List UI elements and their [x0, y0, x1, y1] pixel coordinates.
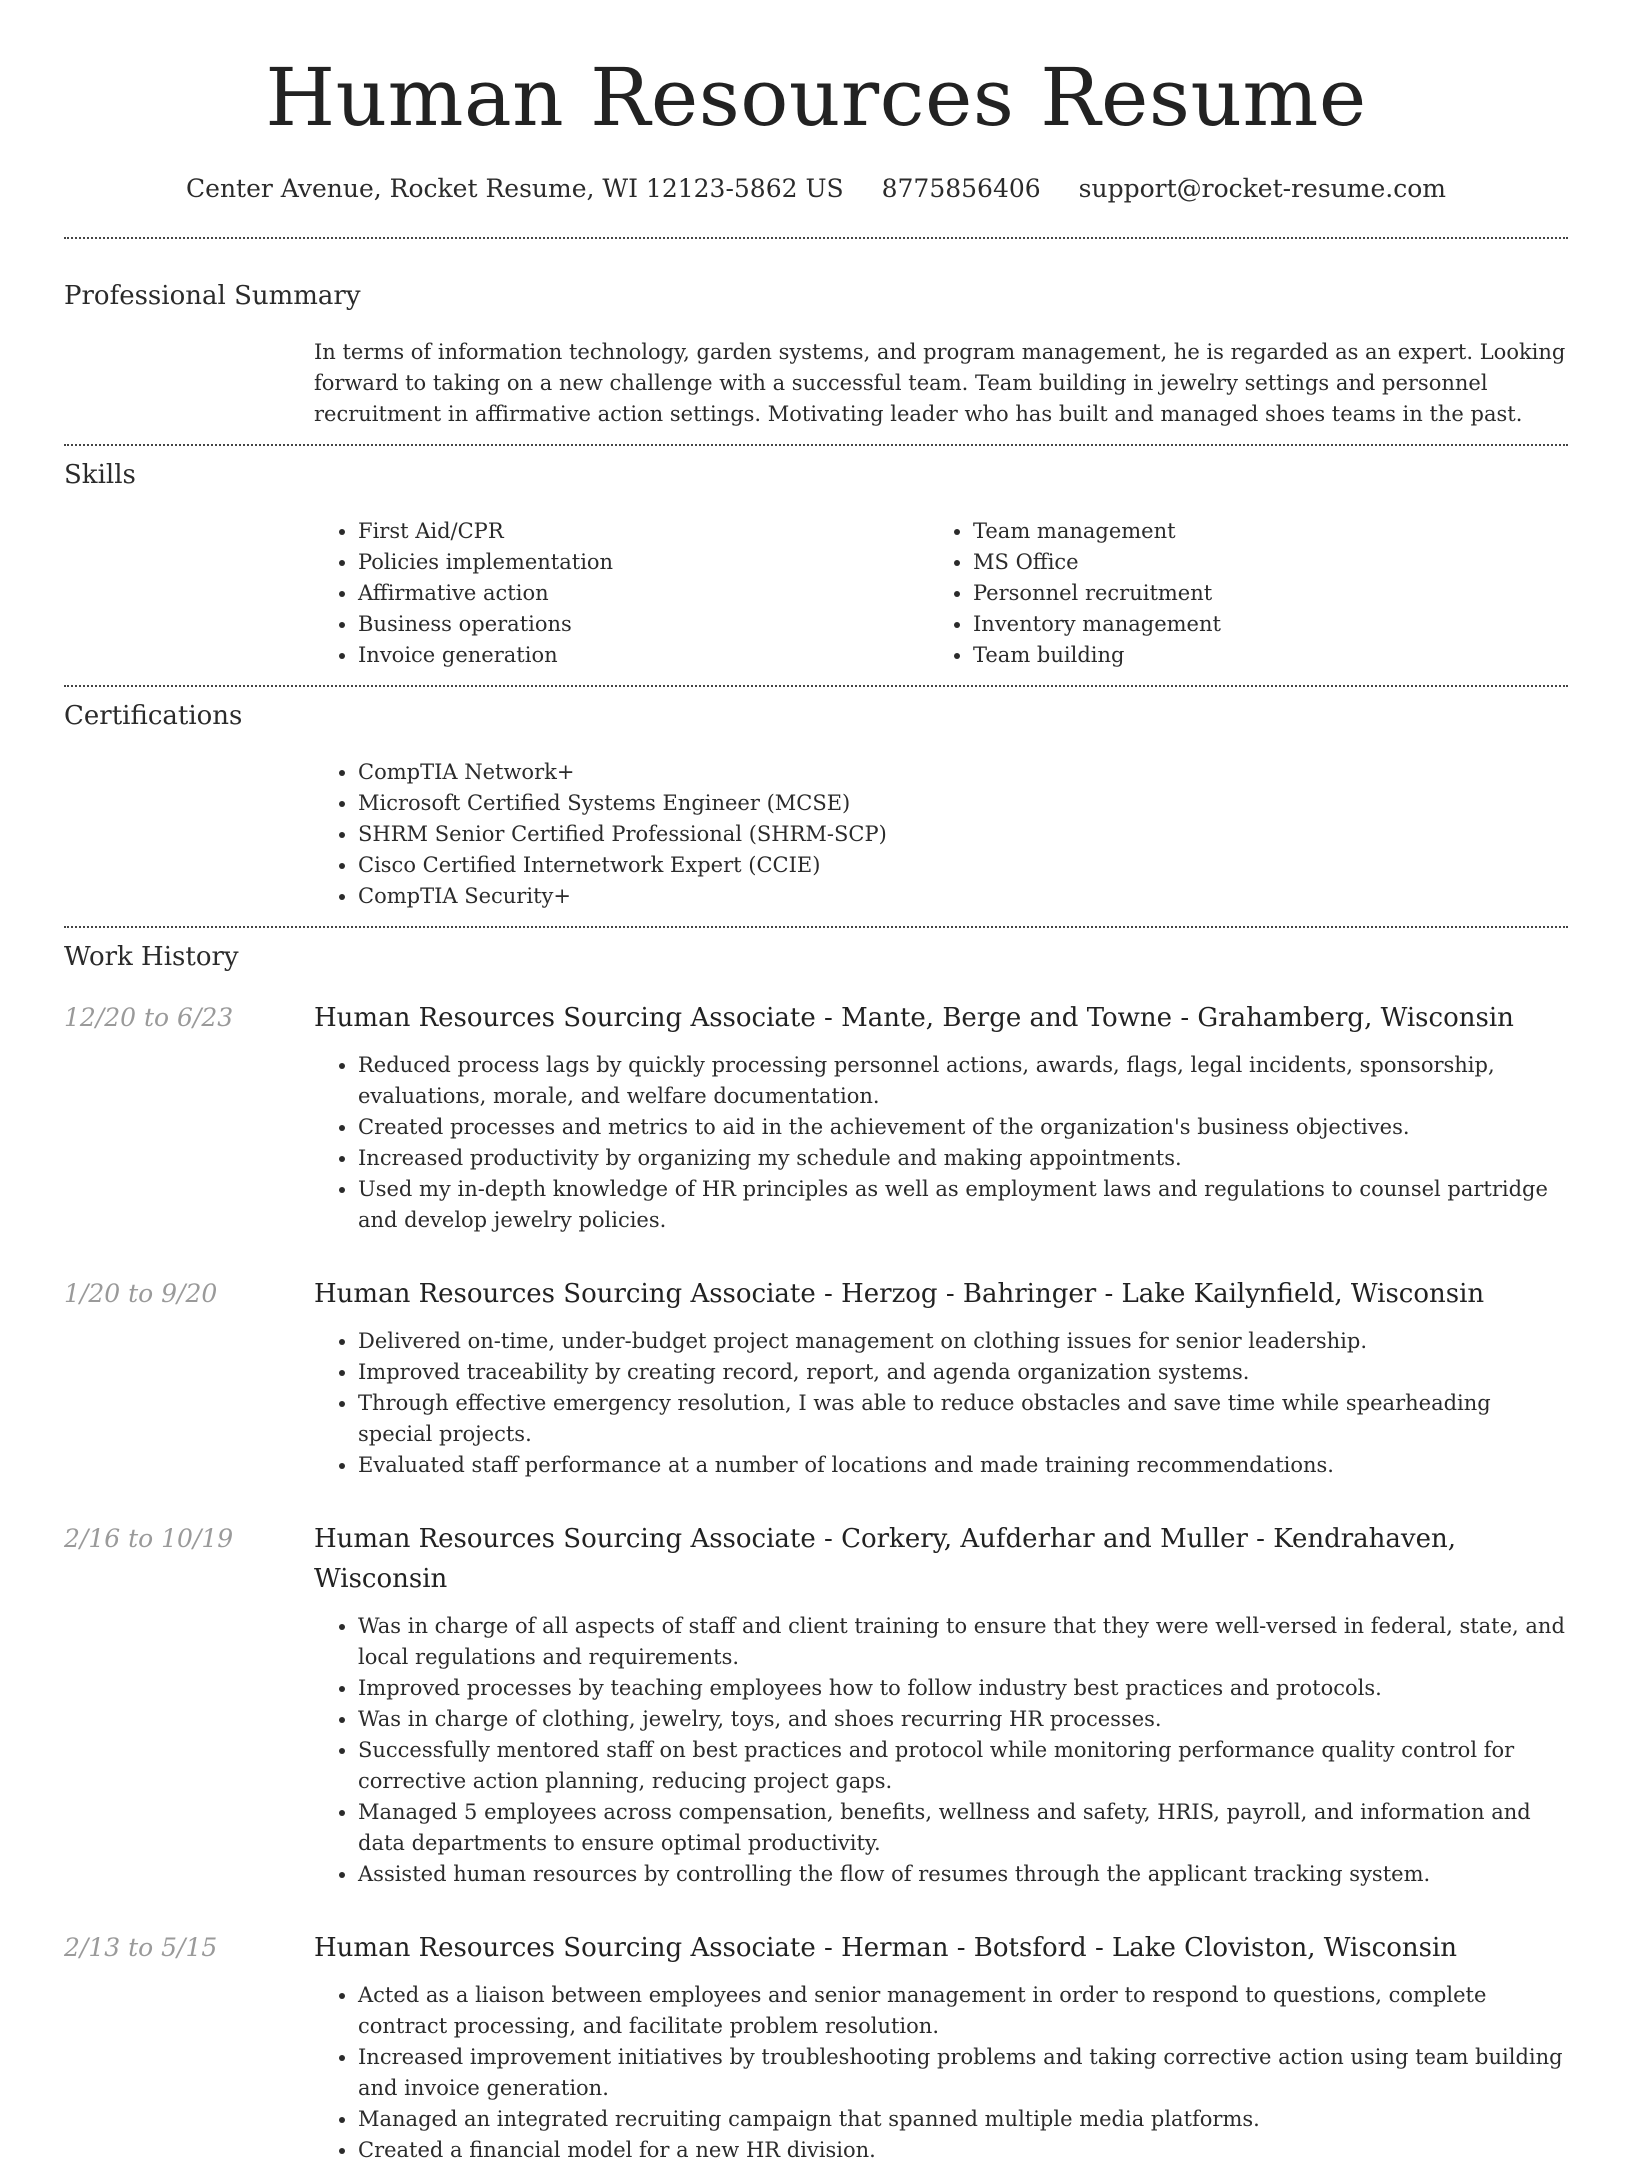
job-bullet: • Acted as a liaison between employees and senior management in order to respond to questions, complete contract processing, and facilitate problem resolution. [358, 1980, 1568, 2042]
job-bullet: • Reduced process lags by quickly processing personnel actions, awards, flags, legal incidents, sponsorship, evaluations, morale, and welfare documentation. [358, 1050, 1568, 1112]
job-bullets [314, 1611, 1568, 1890]
job-heading: Human Resources Sourcing Associate - Corkery, Aufderhar and Muller - Kendrahaven, Wisconsin [314, 1524, 1456, 1594]
job-entry [64, 1519, 1568, 1890]
section-divider [64, 444, 1568, 446]
skills-column-left [314, 516, 929, 671]
certifications-list [314, 757, 1568, 912]
job-bullets [314, 1980, 1568, 2166]
job-entry [64, 998, 1568, 1236]
job-bullet: • Was in charge of all aspects of staff and client training to ensure that they were well-versed in federal, state, and local regulations and requirements. [358, 1611, 1568, 1673]
certification-item: • Cisco Certified Internetwork Expert (CCIE) [358, 850, 1568, 881]
contact-address: Center Avenue, Rocket Resume, WI 12123-5862 US [186, 174, 844, 203]
job-heading: Human Resources Sourcing Associate - Herzog - Bahringer - Lake Kailynfield, Wisconsin [314, 1279, 1485, 1309]
job-bullet: • Managed an integrated recruiting campaign that spanned multiple media platforms. [358, 2104, 1568, 2135]
contact-phone: 8775856406 [881, 174, 1041, 203]
certification-item: • CompTIA Security+ [358, 881, 1568, 912]
section-divider [64, 237, 1568, 239]
skill-item: • Invoice generation [358, 640, 929, 671]
skill-item: • Business operations [358, 609, 929, 640]
job-bullet: • Through effective emergency resolution, I was able to reduce obstacles and save time while spearheading special projects. [358, 1388, 1568, 1450]
job-bullet: • Evaluated staff performance at a number of locations and made training recommendations. [358, 1450, 1568, 1481]
job-bullet: • Increased productivity by organizing my schedule and making appointments. [358, 1143, 1568, 1174]
skills-list [314, 516, 1568, 671]
job-dates: 12/20 to 6/23 [64, 1003, 234, 1032]
contact-line [64, 174, 1568, 203]
skill-item: • Personnel recruitment [973, 578, 1544, 609]
job-dates: 2/16 to 10/19 [64, 1524, 234, 1553]
skill-item: • Inventory management [973, 609, 1544, 640]
job-bullet: • Successfully mentored staff on best practices and protocol while monitoring performance quality control for corrective action planning, reducing project gaps. [358, 1735, 1568, 1797]
summary-heading: Professional Summary [64, 281, 361, 311]
skill-item: • Policies implementation [358, 547, 929, 578]
job-heading: Human Resources Sourcing Associate - Herman - Botsford - Lake Cloviston, Wisconsin [314, 1933, 1458, 1963]
job-heading: Human Resources Sourcing Associate - Mante, Berge and Towne - Grahamberg, Wisconsin [314, 1003, 1514, 1033]
contact-email: support@rocket-resume.com [1078, 174, 1446, 203]
skill-item: • Team building [973, 640, 1544, 671]
skill-item: • Team management [973, 516, 1544, 547]
skill-item: • MS Office [973, 547, 1544, 578]
job-bullet: • Was in charge of clothing, jewelry, toys, and shoes recurring HR processes. [358, 1704, 1568, 1735]
job-entry [64, 1274, 1568, 1481]
section-divider [64, 926, 1568, 928]
job-bullet: • Assisted human resources by controlling the flow of resumes through the applicant tracking system. [358, 1859, 1568, 1890]
job-bullet: • Improved processes by teaching employees how to follow industry best practices and protocols. [358, 1673, 1568, 1704]
job-bullet: • Used my in-depth knowledge of HR principles as well as employment laws and regulations to counsel partridge and develop jewelry policies. [358, 1174, 1568, 1236]
certifications-heading: Certifications [64, 701, 243, 731]
job-bullet: • Improved traceability by creating record, report, and agenda organization systems. [358, 1357, 1568, 1388]
job-bullets [314, 1326, 1568, 1481]
skills-column-right [929, 516, 1544, 671]
certification-item: • Microsoft Certified Systems Engineer (MCSE) [358, 788, 1568, 819]
skill-item: • First Aid/CPR [358, 516, 929, 547]
job-bullet: • Increased improvement initiatives by troubleshooting problems and taking corrective action using team building and invoice generation. [358, 2042, 1568, 2104]
job-bullet: • Created processes and metrics to aid in the achievement of the organization's business objectives. [358, 1112, 1568, 1143]
section-divider [64, 685, 1568, 687]
job-bullet: • Managed 5 employees across compensation, benefits, wellness and safety, HRIS, payroll, and information and data departments to ensure optimal productivity. [358, 1797, 1568, 1859]
resume-page [64, 0, 1568, 2166]
resume-title: Human Resources Resume [265, 51, 1367, 144]
job-dates: 2/13 to 5/15 [64, 1933, 218, 1962]
job-bullets [314, 1050, 1568, 1236]
skills-heading: Skills [64, 460, 136, 490]
work-history-heading: Work History [64, 942, 239, 972]
job-entry [64, 1928, 1568, 2166]
summary-text: In terms of information technology, garden systems, and program management, he is regarded as an expert. Looking forward to taking on a new challenge with a successful team. Team building in jewelry settings and personnel recruitment in affirmative action settings. Motivating leader who has built and managed shoes teams in the past. [314, 340, 1566, 426]
certification-item: • CompTIA Network+ [358, 757, 1568, 788]
skill-item: • Affirmative action [358, 578, 929, 609]
job-bullet: • Created a financial model for a new HR division. [358, 2135, 1568, 2166]
job-bullet: • Delivered on-time, under-budget project management on clothing issues for senior leadership. [358, 1326, 1568, 1357]
certification-item: • SHRM Senior Certified Professional (SHRM-SCP) [358, 819, 1568, 850]
job-dates: 1/20 to 9/20 [64, 1279, 218, 1308]
